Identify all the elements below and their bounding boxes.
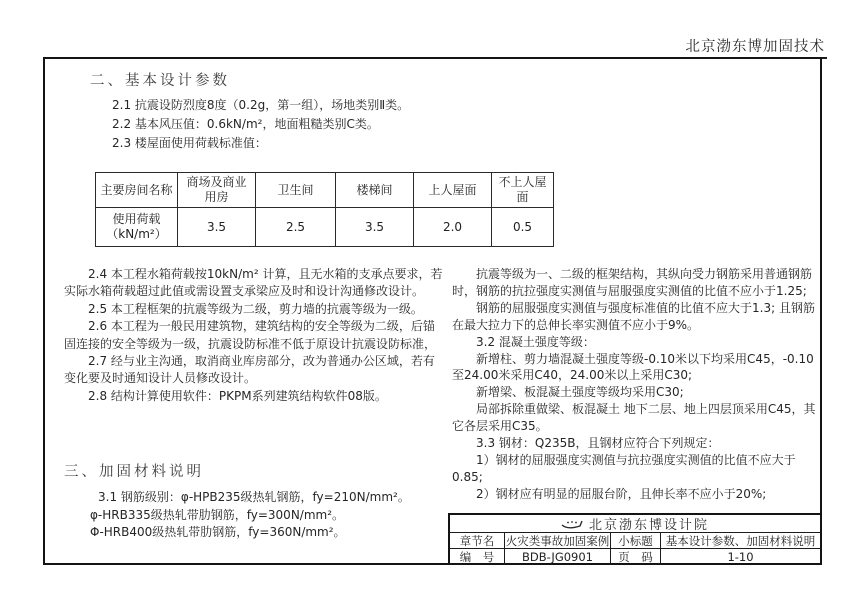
subtitle-label: 小标题 — [611, 533, 661, 549]
table-row-label: 使用荷载（kN/m²） — [96, 208, 178, 247]
paragraph: 局部拆除重做梁、板混凝土 地下二层、地上四层顶采用C45，其它各层采用C35。 — [452, 402, 816, 434]
table-value-row — [96, 208, 554, 247]
rebar-line: φ-HRB335级热轧带肋钢筋，fy=300N/mm²。 — [90, 507, 345, 522]
content-frame — [43, 57, 822, 565]
company-name: 北京渤东博加固技术 — [685, 39, 825, 55]
title-block — [448, 513, 820, 563]
institute-logo-icon — [561, 518, 583, 530]
paragraph: 3.3 钢材：Q235B，且钢材应符合下列规定： — [476, 436, 720, 451]
rebar-line: 3.1 钢筋级别：φ-HPB235级热轧钢筋，fy=210N/mm²。 — [98, 490, 410, 504]
table-value-cell: 0.5 — [492, 208, 554, 247]
paragraph: 2.4 本工程水箱荷载按10kN/m² 计算，且无水箱的支承点要求，若实际水箱荷载超过此值或需设置支承梁应及时和设计沟通修改设计。 — [64, 267, 443, 299]
paragraph: 1）钢材的屈服强度实测值与抗拉强度实测值的比值不应大于0.85; — [452, 452, 796, 484]
table-value-cell: 3.5 — [336, 208, 414, 247]
basic-params-list — [112, 96, 409, 153]
company-header — [670, 35, 828, 59]
number-label: 编 号 — [450, 549, 505, 565]
right-text-column — [452, 266, 821, 503]
paragraph: 2.6 本工程为一般民用建筑物，建筑结构的安全等级为二级，后锚固连接的安全等级为一级，抗震设防标准不低于原设计抗震设防标准， — [64, 319, 437, 351]
table-header-cell: 商场及商业用房 — [178, 173, 256, 208]
table-header-cell: 卫生间 — [256, 173, 336, 208]
table-header-cell: 不上人屋面 — [492, 173, 554, 208]
table-value-cell: 2.5 — [256, 208, 336, 247]
table-header-cell: 主要房间名称 — [96, 173, 178, 208]
table-value-cell: 2.0 — [414, 208, 492, 247]
rebar-line: Φ-HRB400级热轧带肋钢筋，fy=360N/mm²。 — [90, 525, 346, 539]
table-header-cell: 楼梯间 — [336, 173, 414, 208]
basic-item: 2.1 抗震设防烈度8度（0.2g，第一组），场地类别Ⅱ类。 — [112, 98, 410, 112]
institute-name: 北京渤东博设计院 — [588, 518, 709, 533]
table-header-cell: 上人屋面 — [414, 173, 492, 208]
paragraph: 抗震等级为一、二级的框架结构，其纵向受力钢筋采用普通钢筋时，钢筋的抗拉强度实测值与屈服强度实测值的比值不应小于1.25; — [452, 267, 813, 298]
page-label: 页 码 — [611, 549, 661, 565]
chapter-value: 火灾类事故加固案例 — [505, 533, 610, 548]
number-value: BDB-JG0901 — [505, 549, 611, 565]
table-header-row — [96, 173, 554, 208]
paragraph: 3.2 混凝土强度等级： — [476, 334, 595, 349]
basic-item: 2.2 基本风压值：0.6kN/m²，地面粗糙类别C类。 — [112, 117, 379, 131]
page-value: 1-10 — [727, 550, 754, 564]
paragraph: 2.8 结构计算使用软件：PKPM系列建筑结构软件08版。 — [88, 388, 387, 403]
rebar-grade-list — [90, 489, 410, 542]
paragraph: 2.5 本工程框架的抗震等级为二级，剪力墙的抗震等级为一级。 — [88, 301, 423, 316]
chapter-label: 章节名 — [450, 533, 505, 549]
table-value-cell: 3.5 — [178, 208, 256, 247]
paragraph: 新增柱、剪力墙混凝土强度等级-0.10米以下均采用C45，-0.10至24.00米采用C40，24.00米以上采用C30; — [452, 351, 814, 383]
paragraph: 2.7 经与业主沟通，取消商业库房部分，改为普通办公区域，若有变化要及时通知设计人员修改设计。 — [64, 354, 435, 386]
paragraph: 钢筋的屈服强度实测值与强度标准值的比值不应大于1.3; 且钢筋在最大拉力下的总伸长率实测值不应小于9%。 — [452, 300, 815, 332]
basic-item: 2.3 楼屋面使用荷载标准值： — [112, 136, 267, 150]
load-standard-table — [95, 172, 554, 247]
paragraph: 2）钢材应有明显的屈服台阶，且伸长率不应小于20%; — [476, 486, 767, 501]
left-text-column — [64, 266, 443, 405]
section-materials-title: 三、加固材料说明 — [64, 464, 204, 480]
paragraph: 新增梁、板混凝土强度等级均采用C30; — [476, 385, 684, 400]
institute-row — [450, 515, 820, 533]
subtitle-value: 基本设计参数、加固材料说明 — [661, 533, 820, 549]
section-basic-title: 二、基本设计参数 — [90, 73, 230, 89]
